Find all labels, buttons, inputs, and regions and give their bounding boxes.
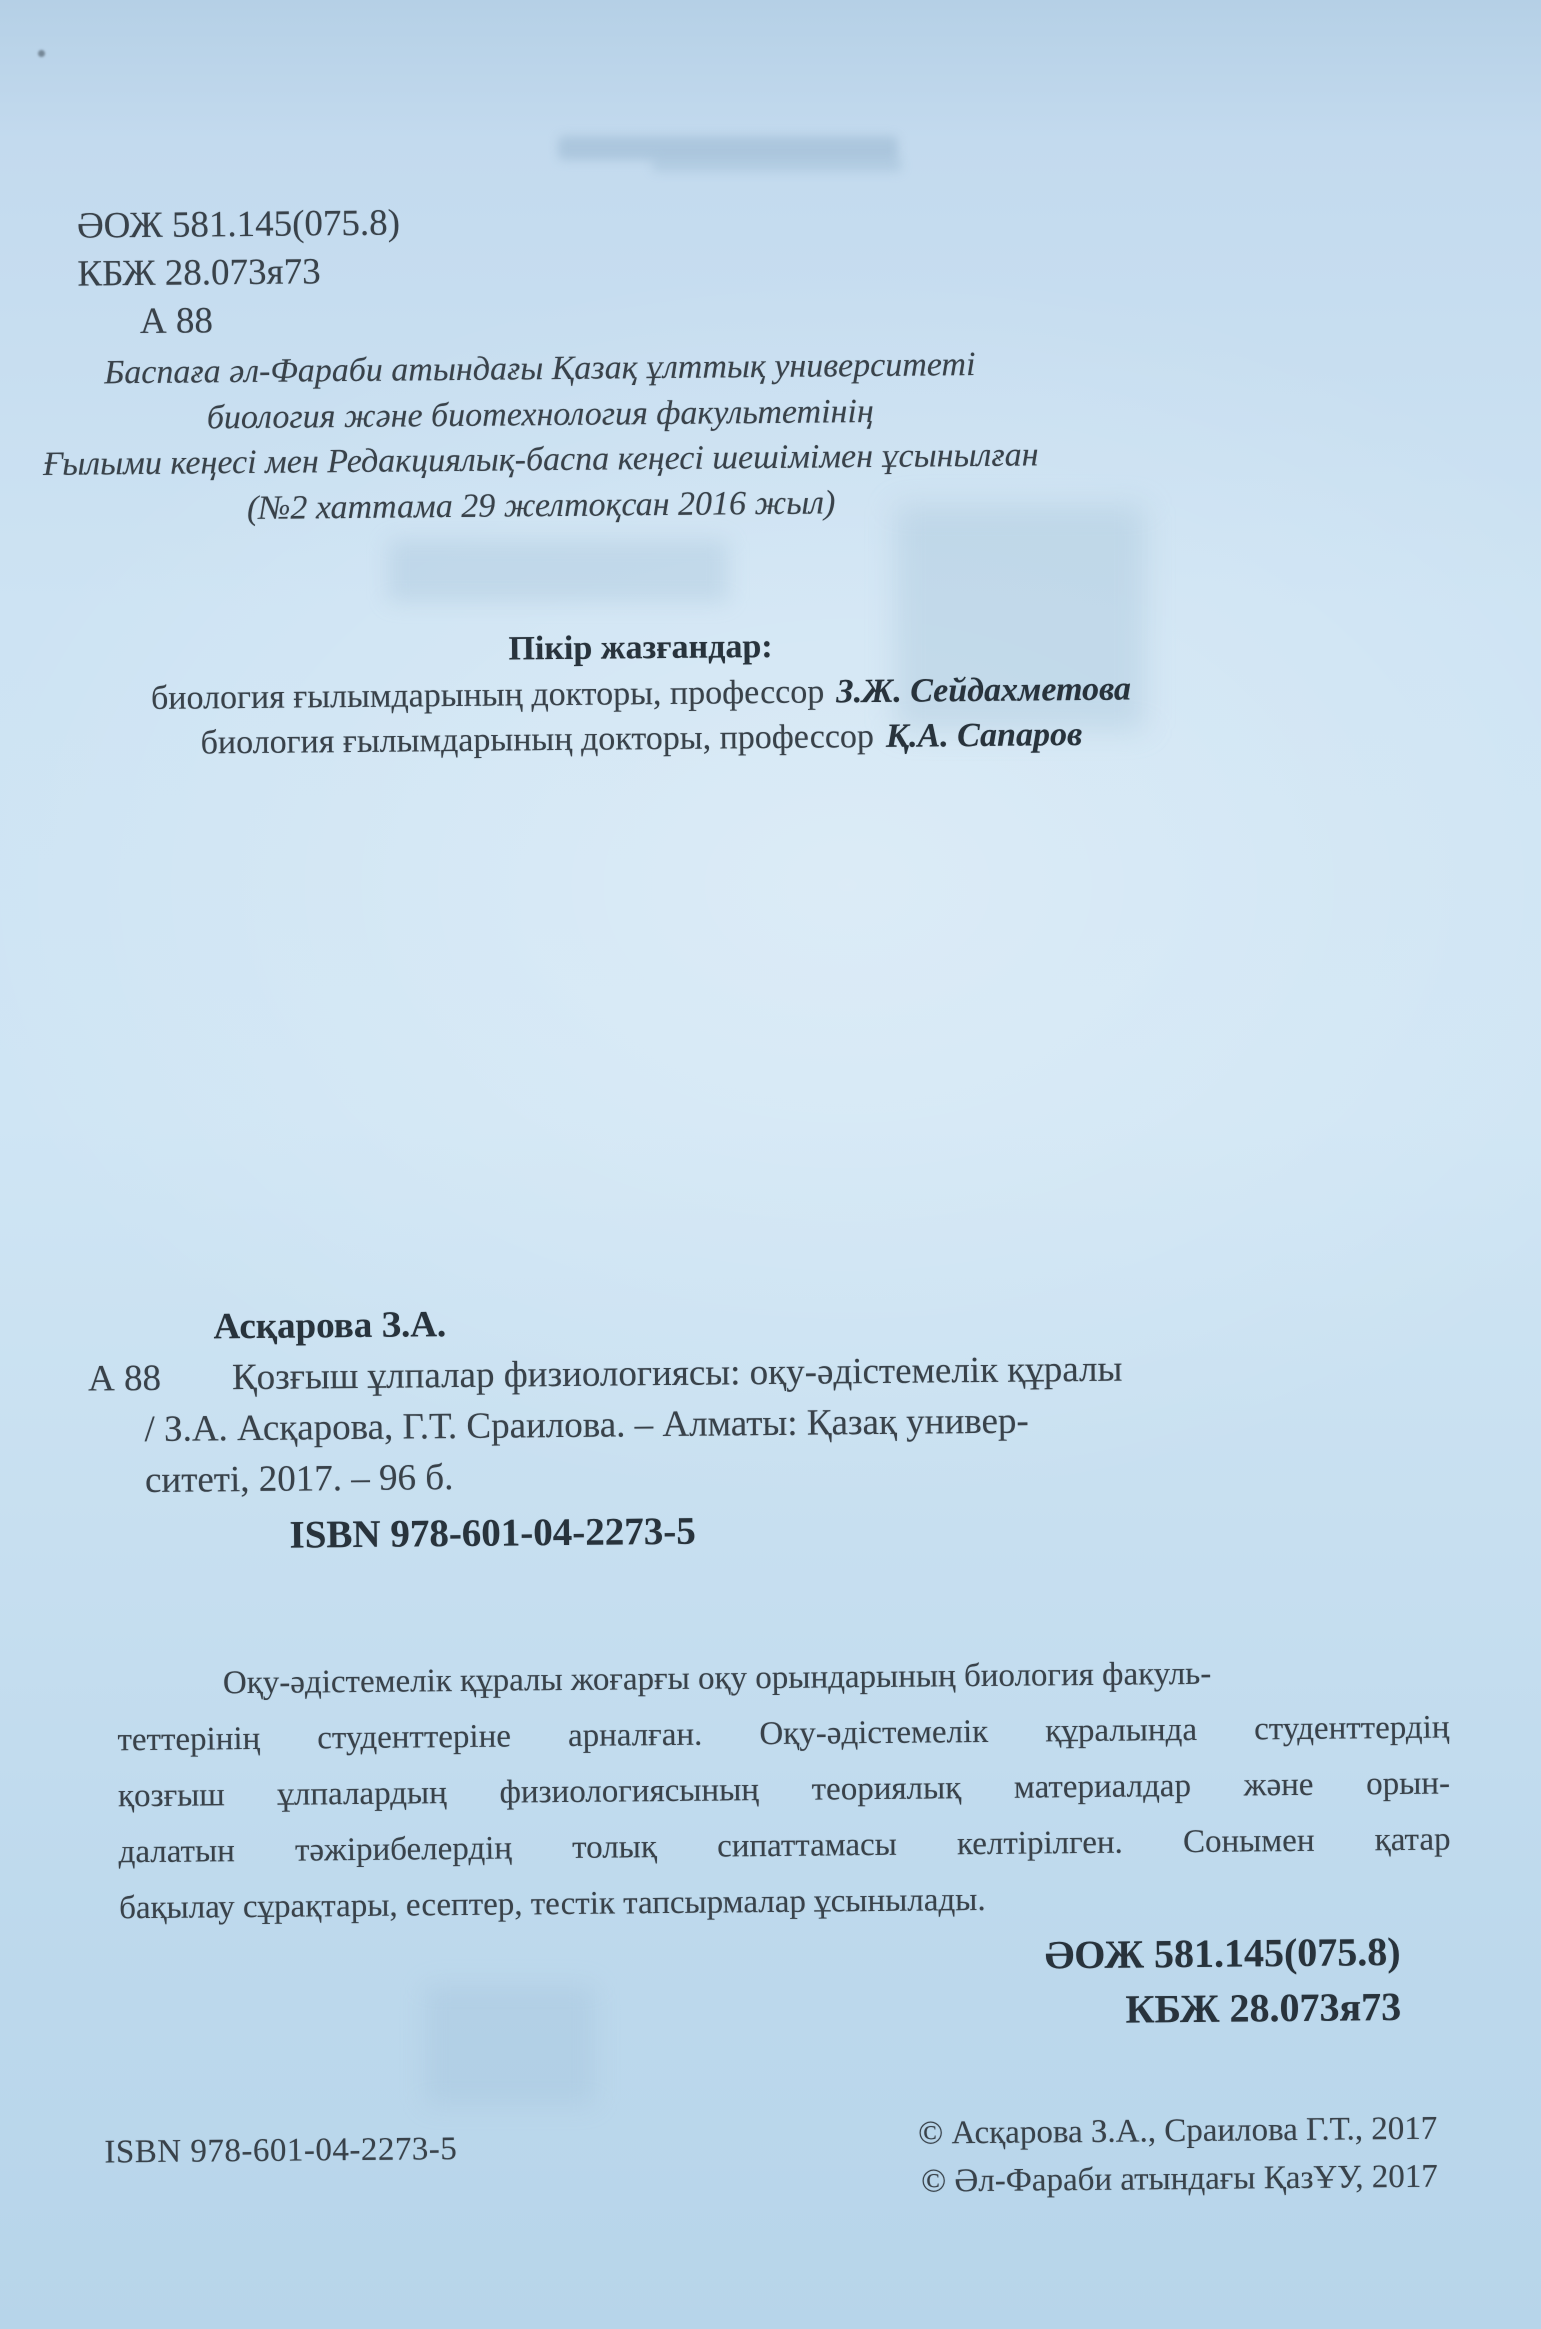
author-mark: А 88 (139, 300, 214, 343)
annotation-line: қозғыш ұлпалардың физиологиясының теориялық материалдар және орын- (117, 1765, 1451, 1815)
reviewer-name: Қ.А. Сапаров (885, 716, 1083, 755)
reviewers-section (83, 620, 1199, 767)
reviewers-heading: Пікір жазғандар: (508, 627, 773, 668)
copyright-block (918, 2106, 1438, 2207)
annotation-paragraph (117, 1644, 1452, 1937)
catalog-isbn: ISBN 978-601-04-2273-5 (289, 1509, 696, 1557)
reviewer-role: биология ғылымдарының докторы, профессор (150, 673, 825, 717)
catalog-author-mark: А 88 (87, 1357, 162, 1400)
approval-line: биология және биотехнология факультетінің (206, 392, 874, 436)
catalog-author: Асқарова З.А. (213, 1304, 447, 1348)
udc-code: ӘОЖ 581.145(075.8) (1044, 1928, 1401, 1978)
bbk-code: КБЖ 28.073я73 (77, 251, 321, 295)
copyright-line: © Әл-Фараби атындағы ҚазҰУ, 2017 (920, 2158, 1438, 2200)
bbk-code: КБЖ 28.073я73 (1125, 1984, 1402, 2032)
annotation-line: Оқу-әдістемелік құралы жоғарғы оқу орындарының биология факуль- (222, 1655, 1212, 1702)
footer-row (104, 2106, 1438, 2214)
approval-line: (№2 хаттама 29 желтоқсан 2016 жыл) (246, 483, 836, 527)
catalog-entry (87, 1290, 1359, 1564)
reviewer-line (84, 711, 1199, 767)
footer-isbn: ISBN 978-601-04-2273-5 (104, 2131, 458, 2171)
copyright-line: © Асқарова З.А., Сраилова Г.Т., 2017 (918, 2110, 1438, 2152)
catalog-imprint-line: ситеті, 2017. – 96 б. (144, 1457, 454, 1502)
reviewer-name: З.Ж. Сейдахметова (836, 670, 1132, 710)
catalog-imprint-line: / З.А. Асқарова, Г.Т. Сраилова. – Алматы: Қазақ универ- (144, 1400, 1029, 1451)
approval-statement (32, 341, 1049, 533)
catalog-title: Қозғыш ұлпалар физиологиясы: оқу-әдістемелік құралы (231, 1348, 1123, 1399)
approval-line: Ғылыми кеңесі мен Редакциялық-баспа кеңесі шешімімен ұсынылған (42, 436, 1039, 484)
udc-code: ӘОЖ 581.145(075.8) (76, 202, 401, 247)
bottom-classification-codes (1044, 1924, 1401, 2038)
annotation-line: далатын тәжірибелердің толық сипаттамасы келтірілген. Сонымен қатар (118, 1821, 1451, 1871)
approval-line: Баспаға әл-Фараби атындағы Қазақ ұлттық университеті (104, 345, 976, 392)
annotation-line: теттерінің студенттеріне арналған. Оқу-әдістемелік құралында студенттердің (117, 1709, 1450, 1759)
reviewer-role: биология ғылымдарының докторы, профессор (200, 718, 875, 762)
annotation-line: бақылау сұрақтары, есептер, тестік тапсырмалар ұсынылады. (118, 1881, 986, 1927)
top-classification-codes (77, 200, 401, 347)
